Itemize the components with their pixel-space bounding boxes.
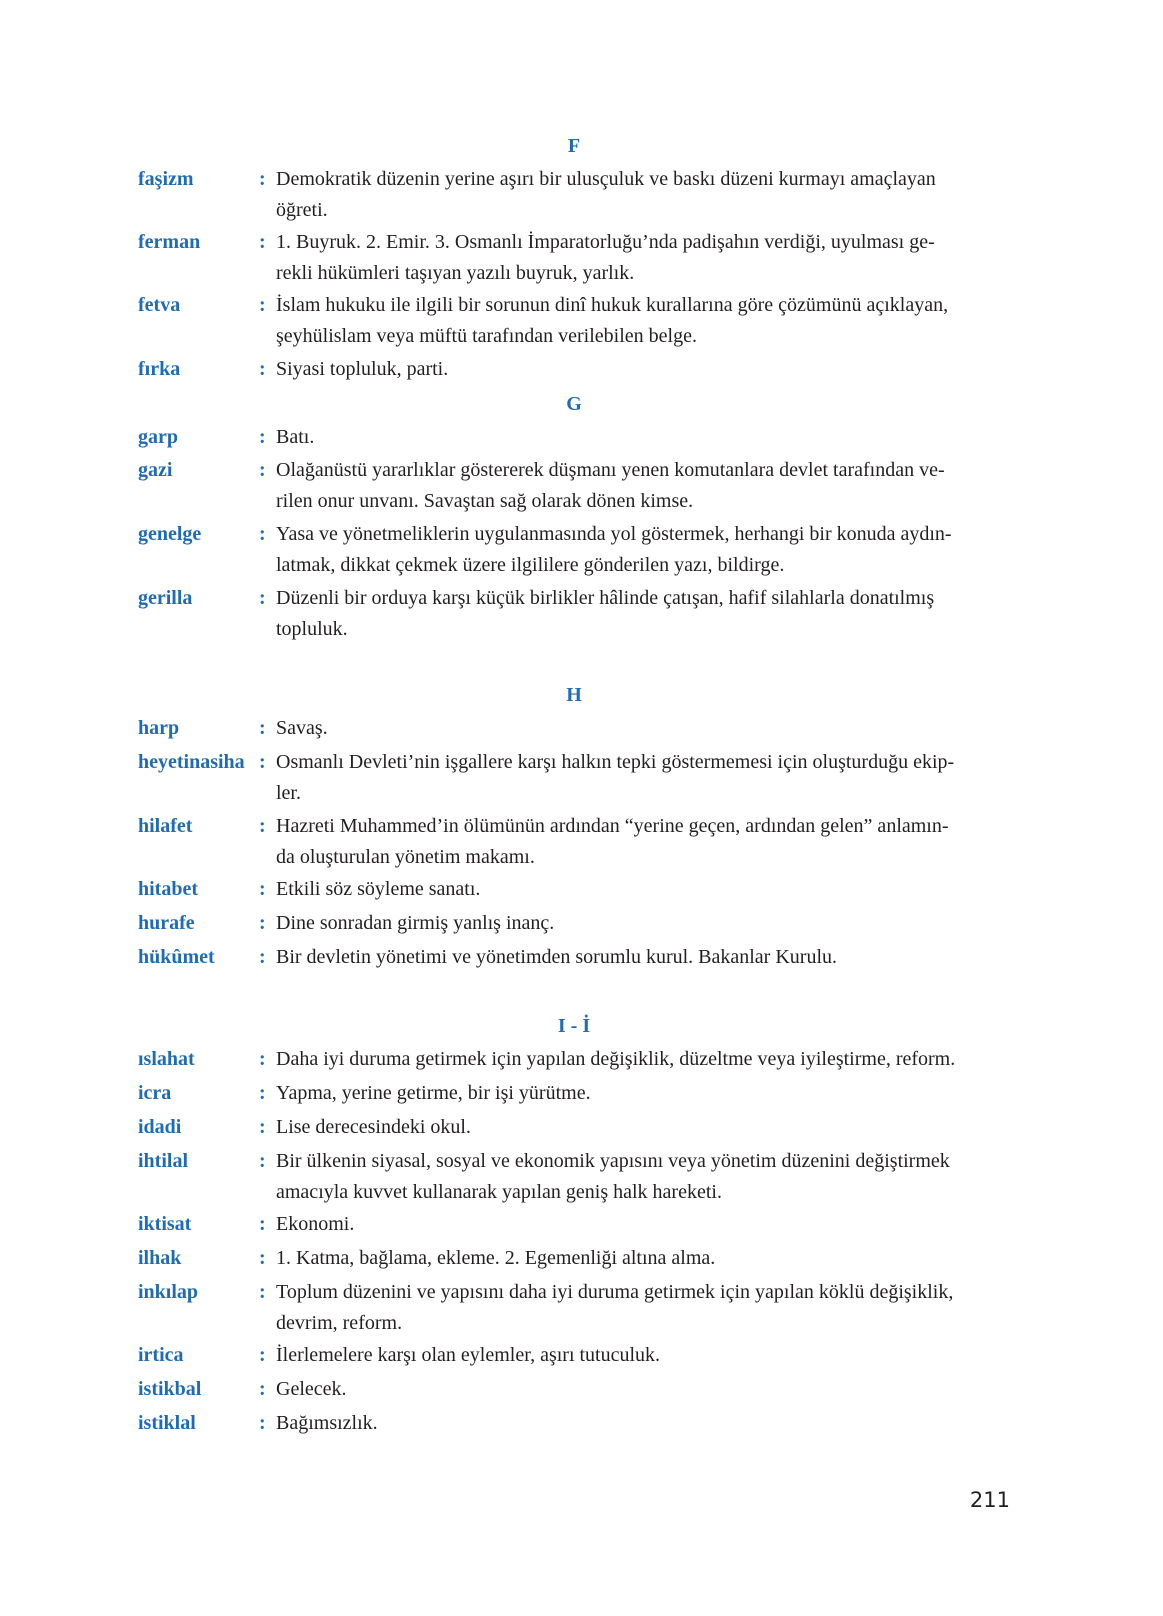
definition: Olağanüstü yararlıklar göstererek düşmanı yenen komutanlara devlet tarafından ve- rilen onur unvanı. Savaştan sağ olarak dönen kimse.	[276, 459, 945, 512]
term: hurafe	[138, 912, 195, 934]
term: hilafet	[138, 815, 193, 837]
section-letter-g: G	[566, 393, 582, 415]
definition: Etkili söz söyleme sanatı.	[276, 878, 481, 900]
definition: Dine sonradan girmiş yanlış inanç.	[276, 912, 555, 934]
term: irtica	[138, 1344, 184, 1366]
definition: Bir ülkenin siyasal, sosyal ve ekonomik yapısını veya yönetim düzenini değiştirmek amacıyla kuvvet kullanarak yapılan geniş halk hareketi.	[276, 1150, 950, 1203]
definition: Batı.	[276, 426, 315, 448]
definition: Ekonomi.	[276, 1213, 355, 1235]
colon: :	[259, 523, 266, 545]
colon: :	[259, 751, 266, 773]
term: istiklal	[138, 1412, 196, 1434]
definition: 1. Buyruk. 2. Emir. 3. Osmanlı İmparatorluğu’nda padişahın verdiği, uyulması ge- rekli hükümleri taşıyan yazılı buyruk, yarlık.	[276, 231, 935, 284]
definition: 1. Katma, bağlama, ekleme. 2. Egemenliği altına alma.	[276, 1247, 716, 1269]
definition: Gelecek.	[276, 1378, 347, 1400]
term: garp	[138, 426, 178, 448]
term: gerilla	[138, 587, 193, 609]
colon: :	[259, 912, 266, 934]
term: ilhak	[138, 1247, 182, 1269]
term: hitabet	[138, 878, 198, 900]
definition: Bağımsızlık.	[276, 1412, 378, 1434]
colon: :	[259, 1378, 266, 1400]
term: ferman	[138, 231, 201, 253]
term: icra	[138, 1082, 172, 1104]
page-number: 211	[969, 1488, 1010, 1512]
colon: :	[259, 358, 266, 380]
definition: Demokratik düzenin yerine aşırı bir ulusçuluk ve baskı düzeni kurmayı amaçlayan öğreti.	[276, 168, 936, 221]
definition: Yapma, yerine getirme, bir işi yürütme.	[276, 1082, 591, 1104]
colon: :	[259, 815, 266, 837]
colon: :	[259, 459, 266, 481]
colon: :	[259, 1344, 266, 1366]
colon: :	[259, 1082, 266, 1104]
term: idadi	[138, 1116, 182, 1138]
colon: :	[259, 587, 266, 609]
term: fetva	[138, 294, 181, 316]
colon: :	[259, 168, 266, 190]
colon: :	[259, 426, 266, 448]
term: harp	[138, 717, 180, 739]
definition: Savaş.	[276, 717, 328, 739]
definition: İslam hukuku ile ilgili bir sorunun dinî hukuk kurallarına göre çözümünü açıklayan, şeyhülislam veya müftü tarafından verilebilen belge.	[276, 294, 949, 347]
term: faşizm	[138, 168, 194, 190]
term: istikbal	[138, 1378, 202, 1400]
definition: Daha iyi duruma getirmek için yapılan değişiklik, düzeltme veya iyileştirme, reform.	[276, 1048, 956, 1070]
definition: Bir devletin yönetimi ve yönetimden sorumlu kurul. Bakanlar Kurulu.	[276, 946, 838, 968]
section-letter-h: H	[566, 684, 582, 706]
definition: Osmanlı Devleti’nin işgallere karşı halkın tepki göstermemesi için oluşturduğu ekip- ler.	[276, 751, 955, 804]
colon: :	[259, 1213, 266, 1235]
definition: Siyasi topluluk, parti.	[276, 358, 449, 380]
definition: Düzenli bir orduya karşı küçük birlikler hâlinde çatışan, hafif silahlarla donatılmış topluluk.	[276, 587, 935, 640]
term: inkılap	[138, 1281, 199, 1303]
definition: Lise derecesindeki okul.	[276, 1116, 471, 1138]
term: genelge	[138, 523, 202, 545]
definition: İlerlemelere karşı olan eylemler, aşırı tutuculuk.	[276, 1344, 661, 1366]
term: iktisat	[138, 1213, 192, 1235]
colon: :	[259, 294, 266, 316]
colon: :	[259, 1412, 266, 1434]
section-letter-f: F	[567, 135, 581, 157]
term: heyetinasiha	[138, 751, 245, 773]
colon: :	[259, 1116, 266, 1138]
term: fırka	[138, 358, 181, 380]
colon: :	[259, 1048, 266, 1070]
term: ıslahat	[138, 1048, 195, 1070]
colon: :	[259, 1150, 266, 1172]
definition: Yasa ve yönetmeliklerin uygulanmasında yol göstermek, herhangi bir konuda aydın- latmak, dikkat çekmek üzere ilgililere gönderilen yazı, bildirge.	[276, 523, 952, 576]
colon: :	[259, 878, 266, 900]
section-letter-i: I - İ	[557, 1015, 591, 1037]
definition: Toplum düzenini ve yapısını daha iyi duruma getirmek için yapılan köklü değişiklik, devrim, reform.	[276, 1281, 954, 1334]
colon: :	[259, 717, 266, 739]
term: hükûmet	[138, 946, 215, 968]
term: ihtilal	[138, 1150, 189, 1172]
definition: Hazreti Muhammed’in ölümünün ardından “yerine geçen, ardından gelen” anlamın- da oluşturulan yönetim makamı.	[276, 815, 949, 868]
term: gazi	[138, 459, 173, 481]
colon: :	[259, 231, 266, 253]
colon: :	[259, 1247, 266, 1269]
colon: :	[259, 1281, 266, 1303]
colon: :	[259, 946, 266, 968]
